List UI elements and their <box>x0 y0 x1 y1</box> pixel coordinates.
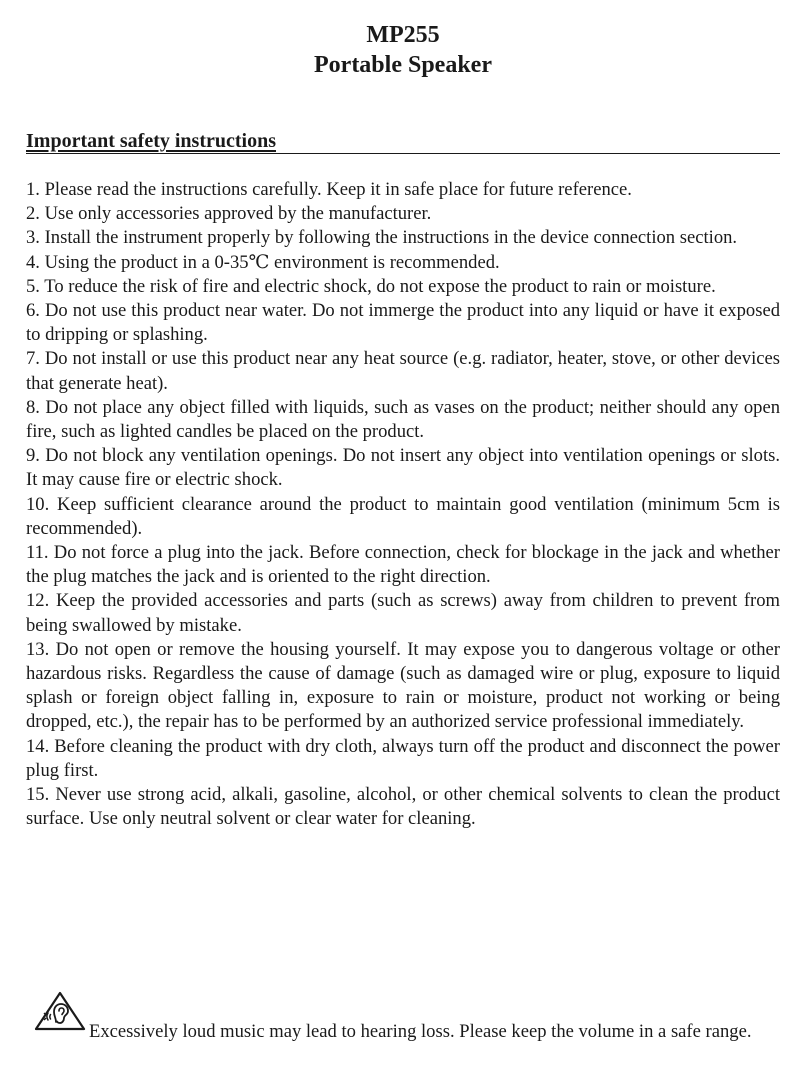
instruction-item: 4. Using the product in a 0-35℃ environment is recommended. <box>26 251 500 273</box>
instruction-item: 8. Do not place any object filled with liquids, such as vases on the product; neither should any open fire, such as lighted candles be placed on the product. <box>26 396 780 443</box>
hearing-warning <box>26 991 780 1044</box>
instruction-item: 9. Do not block any ventilation openings. Do not insert any object into ventilation openings or slots. It may cause fire or electric shock. <box>26 445 780 491</box>
instructions-list <box>26 178 780 831</box>
warning-text: Excessively loud music may lead to hearing loss. Please keep the volume in a safe range. <box>89 1021 752 1042</box>
manual-page <box>26 0 780 1042</box>
product-title: Portable Speaker <box>314 52 492 78</box>
title-block <box>26 20 780 80</box>
instruction-item: 13. Do not open or remove the housing yourself. It may expose you to dangerous voltage or other hazardous risks. Regardless the cause of damage (such as damaged wire or plug, exposure to liquid splash or foreign object falling in, exposure to rain or moisture, product not working or being dropped, etc.), the repair has to be performed by an authorized service professional immediately. <box>26 638 780 733</box>
instruction-item: 12. Keep the provided accessories and parts (such as screws) away from children to prevent from being swallowed by mistake. <box>26 590 780 636</box>
section-heading-text: Important safety instructions <box>26 130 276 152</box>
instruction-item: 7. Do not install or use this product near any heat source (e.g. radiator, heater, stove, or other devices that generate heat). <box>26 348 780 394</box>
instruction-item: 1. Please read the instructions carefully. Keep it in safe place for future reference. <box>26 179 632 200</box>
instruction-item: 14. Before cleaning the product with dry cloth, always turn off the product and disconnect the power plug first. <box>26 735 780 781</box>
instruction-item: 5. To reduce the risk of fire and electric shock, do not expose the product to rain or moisture. <box>26 275 716 297</box>
instruction-item: 15. Never use strong acid, alkali, gasoline, alcohol, or other chemical solvents to clean the product surface. Use only neutral solvent or clear water for cleaning. <box>26 784 780 830</box>
instruction-item: 2. Use only accessories approved by the manufacturer. <box>26 203 432 225</box>
instruction-item: 6. Do not use this product near water. Do not immerge the product into any liquid or have it exposed to dripping or splashing. <box>26 300 780 346</box>
model-title: MP255 <box>366 22 440 48</box>
instruction-item: 3. Install the instrument properly by following the instructions in the device connection section. <box>26 227 738 249</box>
instruction-item: 11. Do not force a plug into the jack. Before connection, check for blockage in the jack and whether the plug matches the jack and is oriented to the right direction. <box>26 542 780 588</box>
hearing-loss-warning-icon <box>34 991 86 1031</box>
instruction-item: 10. Keep sufficient clearance around the product to maintain good ventilation (minimum 5cm is recommended). <box>26 493 780 539</box>
section-heading <box>26 128 780 154</box>
